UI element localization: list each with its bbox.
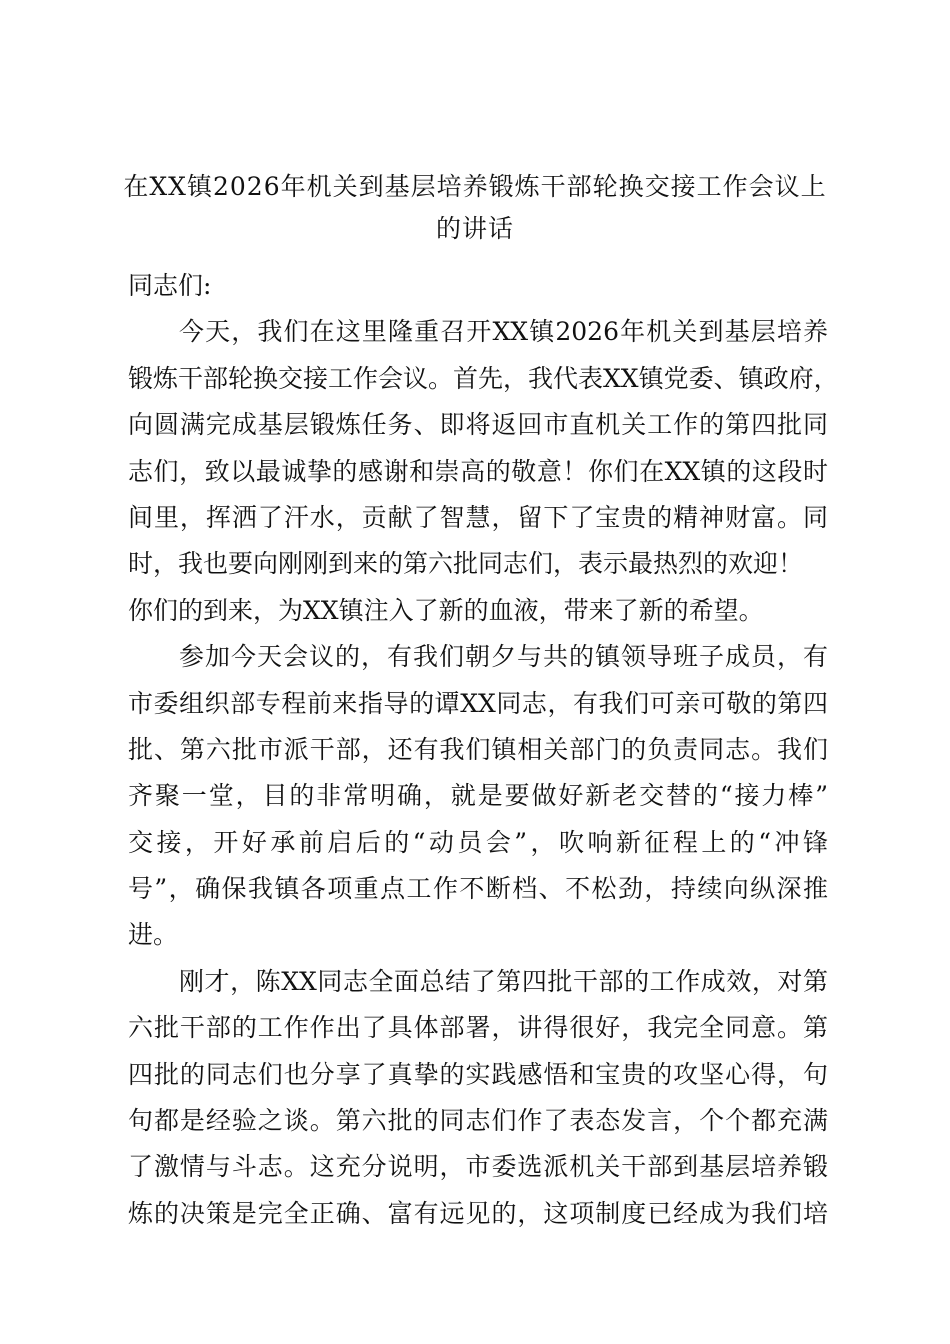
text-line: 号”，确保我镇各项重点工作不断档、不松劲，持续向纵深推 (128, 874, 828, 904)
text-line: 今天，我们在这里隆重召开XX镇2026年机关到基层培养 (179, 317, 828, 347)
text-line: 炼的决策是完全正确、富有远见的，这项制度已经成为我们培 (128, 1198, 828, 1228)
text-line: 市委组织部专程前来指导的谭XX同志，有我们可亲可敬的第四 (128, 688, 828, 718)
paragraph-2 (128, 634, 828, 959)
text-line: 六批干部的工作作出了具体部署，讲得很好，我完全同意。第 (128, 1013, 828, 1043)
text-line: 锻炼干部轮换交接工作会议。首先，我代表XX镇党委、镇政府， (128, 363, 839, 393)
paragraph-1 (128, 309, 839, 634)
title-line: 在XX镇2026年机关到基层培养锻炼干部轮换交接工作会议上 (123, 172, 827, 201)
document-title (120, 166, 830, 250)
text-line: 参加今天会议的，有我们朝夕与共的镇领导班子成员，有 (179, 642, 828, 672)
text-line: 你们的到来，为XX镇注入了新的血液，带来了新的希望。 (128, 595, 764, 625)
text-line: 交接，开好承前启后的“动员会”，吹响新征程上的“冲锋 (128, 827, 828, 857)
text-line: 间里，挥洒了汗水，贡献了智慧，留下了宝贵的精神财富。同 (128, 502, 828, 532)
text-line: 志们，致以最诚挚的感谢和崇高的敬意！你们在XX镇的这段时 (128, 456, 828, 486)
paragraph-3 (128, 959, 828, 1237)
text-line: 进。 (128, 920, 179, 950)
text-line: 了激情与斗志。这充分说明，市委选派机关干部到基层培养锻 (128, 1152, 828, 1182)
text-line: 四批的同志们也分享了真挚的实践感悟和宝贵的攻坚心得，句 (128, 1059, 828, 1089)
text-line: 刚才，陈XX同志全面总结了第四批干部的工作成效，对第 (179, 966, 828, 996)
document-body (128, 263, 839, 1237)
text-line: 句都是经验之谈。第六批的同志们作了表态发言，个个都充满 (128, 1106, 828, 1136)
title-line: 的讲话 (435, 214, 514, 243)
text-line: 时，我也要向刚刚到来的第六批同志们，表示最热烈的欢迎！ (128, 549, 804, 579)
text-line: 批、第六批市派干部，还有我们镇相关部门的负责同志。我们 (128, 734, 828, 764)
text-line: 齐聚一堂，目的非常明确，就是要做好新老交替的“接力棒” (128, 781, 828, 811)
text-line: 向圆满完成基层锻炼任务、即将返回市直机关工作的第四批同 (128, 410, 828, 440)
salutation: 同志们: (128, 271, 212, 300)
